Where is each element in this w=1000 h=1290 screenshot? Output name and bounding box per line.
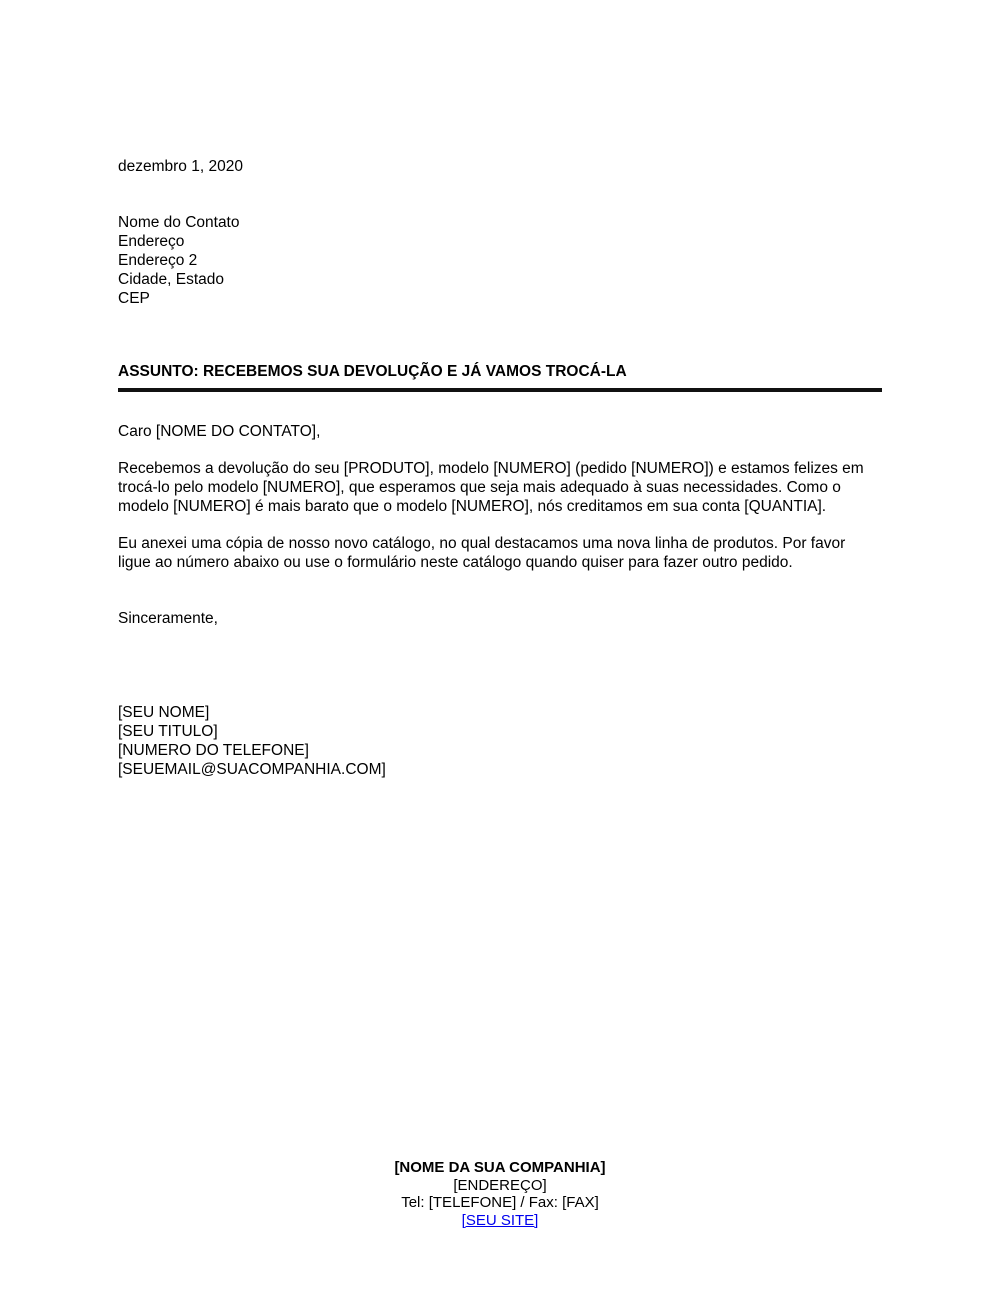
- recipient-address-block: [118, 213, 882, 308]
- footer-website-link[interactable]: [SEU SITE]: [461, 1211, 539, 1229]
- letter-date: dezembro 1, 2020: [118, 158, 243, 175]
- recipient-city-state: Cidade, Estado: [118, 271, 224, 288]
- recipient-zip: CEP: [118, 290, 150, 307]
- signature-email: [SEUEMAIL@SUACOMPANHIA.COM]: [118, 761, 386, 778]
- subject-line: ASSUNTO: RECEBEMOS SUA DEVOLUÇÃO E JÁ VAMOS TROCÁ-LA: [118, 363, 627, 380]
- body-paragraph-1: Recebemos a devolução do seu [PRODUTO], modelo [NUMERO] (pedido [NUMERO]) e estamos felizes em trocá-lo pelo modelo [NUMERO], que esperamos que seja mais adequado à suas necessidades. Como o modelo [NUMERO] é mais barato que o modelo [NUMERO], nós creditamos em sua conta [QUANTIA].: [118, 460, 864, 515]
- company-footer: [0, 1159, 1000, 1229]
- recipient-address-2: Endereço 2: [118, 252, 198, 269]
- subject-divider-rule: [118, 388, 882, 392]
- salutation: Caro [NOME DO CONTATO],: [118, 423, 321, 440]
- closing: Sinceramente,: [118, 610, 218, 627]
- signature-title: [SEU TITULO]: [118, 723, 218, 740]
- body-paragraph-2: Eu anexei uma cópia de nosso novo catálogo, no qual destacamos uma nova linha de produtos. Por favor ligue ao número abaixo ou use o formulário neste catálogo quando quiser para fazer outro pedido.: [118, 535, 846, 571]
- footer-company-name: [NOME DA SUA COMPANHIA]: [394, 1159, 606, 1176]
- signature-name: [SEU NOME]: [118, 704, 210, 721]
- recipient-name: Nome do Contato: [118, 214, 240, 231]
- signature-block: [118, 703, 882, 779]
- letter-body: [118, 157, 882, 779]
- recipient-address-1: Endereço: [118, 233, 185, 250]
- footer-address: [ENDEREÇO]: [453, 1176, 547, 1194]
- signature-phone: [NUMERO DO TELEFONE]: [118, 742, 309, 759]
- footer-tel-fax: Tel: [TELEFONE] / Fax: [FAX]: [401, 1194, 599, 1211]
